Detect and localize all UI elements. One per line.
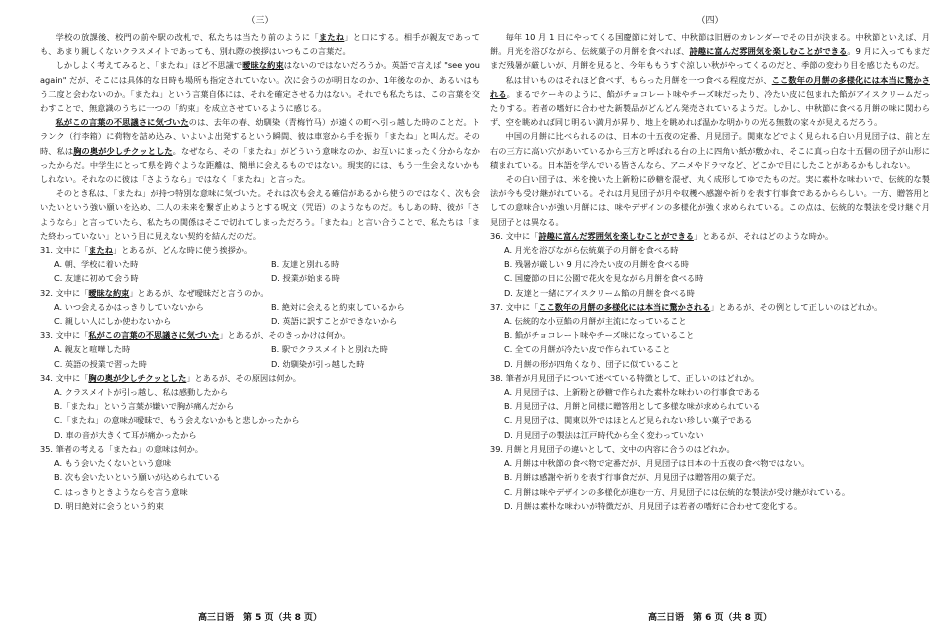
option-34d: D. 車の音が大きくて耳が痛かったから [54, 429, 197, 440]
option-31c: C. 友達に初めて会う時 [54, 273, 139, 284]
option-32b: B. 絶対に会えると約束しているから [271, 301, 405, 312]
option-33c: C. 英語の授業で習った時 [54, 358, 147, 369]
page-6 [490, 0, 930, 631]
question-33-options [40, 342, 480, 370]
passage-3-paragraph-2: しかしよく考えてみると、「またね」ほど不思議で曖昧な約束はないのではないだろうか。英語で言えば "see you again" だが、そこには具体的な日時も場所も指定されていない。次に会うのが明日なのか、1年後なのか、あるいはもう二度と会わないのか。「またね」という言葉自体には、それを確定させる力はない。それでも私たちは、この言葉を交わすことで、無意識のうちに一つの「約束」を成立させているように感じる。 [40, 60, 480, 114]
option-35c: C. はっきりときようならを言う意味 [54, 486, 188, 497]
option-38b: B. 月見団子は、月餅と同様に贈答用として多様な味が求められている [504, 401, 761, 412]
option-31a: A. 朝、学校に着いた時 [54, 259, 139, 270]
question-35-options [40, 456, 480, 513]
question-37-options [490, 314, 930, 371]
option-37c: C. 全ての月餅が冷たい皮で作られていること [504, 344, 671, 355]
passage-3-paragraph-3: 私がこの言葉の不思議さに気づいたのは、去年の春、幼馴染（青梅竹马）が遠くの町へ引っ越した時のことだ。トランク（行李箱）に荷物を詰め込み、いよいよ出発するという瞬間、彼は車窓から手を振り「またね」と叫んだ。その時、私は胸の奥が少しチクッとした。なぜなら、その「またね」がどういう意味なのか、お互いにまったく分からなかったからだ。中学生にとって県を跨ぐような距離は、簡単に会えるものではない。現実的には、もう一生会えないかもしれない。それなのに彼は「さようなら」ではなく「またね」と言った。 [40, 117, 480, 185]
option-36b: B. 残暑が厳しい 9 月に冷たい皮の月餅を食べる時 [504, 259, 689, 270]
option-39d: D. 月餅は素朴な味わいが特徴だが、月見団子は若者の嗜好に合わせて変化する。 [504, 500, 803, 511]
question-36-options [490, 243, 930, 300]
option-36c: C. 国慶節の日に公園で花火を見ながら月餅を食べる時 [504, 273, 704, 284]
option-35d: D. 明日絶対に会うという約束 [54, 500, 164, 511]
option-36d: D. 友達と一緒にアイスクリーム餡の月餅を食べる時 [504, 287, 695, 298]
passage-4-paragraph-4: その白い団子は、米を挽いた上新粉に砂糖を混ぜ、丸く成形してゆでたものだ。実に素朴な味わいで、伝統的な製法が今も受け継がれている。それは月見団子が月や収穫へ感謝や祈りを表す行事食であるかららしい。一方、贈答用としての意味合いが強い月餅には、味やデザインの多様化が強く求められている。この点は、伝統的な製法を受け継ぐ月見団子とは異なる。 [490, 174, 930, 227]
question-37: 37. 文中に「ここ数年の月餅の多様化には本当に驚かされる」とあるが、その例として正しいのはどれか。 [490, 301, 883, 312]
question-38: 38. 筆者が月見団子について述べている特徴として、正しいのはどれか。 [490, 372, 760, 383]
option-38d: D. 月見団子の製法は江戸時代から全く変わっていない [504, 429, 704, 440]
section-title-4: （四） [696, 16, 724, 26]
option-34a: A. クラスメイトが引っ越し、私は感動したから [54, 387, 229, 398]
option-39c: C. 月餅は味やデザインの多様化が進む一方、月見団子には伝統的な製法が受け継がれている。 [504, 486, 851, 497]
option-37b: B. 餡がチョコレート味やチーズ味になっていること [504, 330, 695, 341]
question-34: 34. 文中に「胸の奥が少しチクッとした」とあるが、その原因は何か。 [40, 372, 301, 383]
page-5 [40, 0, 480, 631]
option-35b: B. 次も会いたいという願いが込められている [54, 472, 221, 483]
option-32d: D. 英語に訳すことができないから [271, 316, 398, 327]
question-31: 31. 文中に「またね」とあるが、どんな時に使う挨拶か。 [40, 245, 253, 256]
option-38a: A. 月見団子は、上新粉と砂糖で作られた素朴な味わいの行事食である [504, 387, 761, 398]
option-34b: B.「またね」という言葉が嫌いで胸が痛んだから [54, 401, 235, 412]
passage-4-paragraph-3: 中国の月餅に比べられるのは、日本の十五夜の定番、月見団子。関東などでよく見られる白い月見団子は、前と左右の三方に高い穴があいているから三方と呼ばれる台の上に四角い紙が敷かれ、そこに真っ白な十五個の団子が山形に積まれている。日本語を学んでいる皆さんなら、アニメやドラマなど、どこかで目にしたことがあるかもしれない。 [490, 131, 930, 170]
section-title-3: （三） [246, 16, 274, 26]
question-32: 32. 文中に「曖昧な約束」とあるが、なぜ曖昧だと言うのか。 [40, 287, 269, 298]
question-39-options [490, 456, 930, 513]
option-32c: C. 親しい人にしか使わないから [54, 316, 172, 327]
option-34c: C.「またね」の意味が曖昧で、もう会えないかもと悲しかったから [54, 415, 300, 426]
option-36a: A. 月光を浴びながら伝統菓子の月餅を食べる時 [504, 245, 679, 256]
question-39: 39. 月餅と月見団子の違いとして、文中の内容に合うのはどれか。 [490, 443, 735, 454]
option-39a: A. 月餅は中秋節の食べ物で定番だが、月見団子は日本の十五夜の食べ物ではない。 [504, 458, 810, 469]
question-31-options [40, 257, 480, 285]
option-31b: B. 友達と別れる時 [271, 259, 340, 270]
option-33b: B. 駅でクラスメイトと別れた時 [271, 344, 388, 355]
question-33: 33. 文中に「私がこの言葉の不思議さに気づいた」とあるが、そのきっかけは何か。 [40, 330, 351, 341]
option-35a: A. もう会いたくないという意味 [54, 458, 172, 469]
question-34-options [40, 385, 480, 442]
option-32a: A. いつ会えるかはっきりしていないから [54, 301, 204, 312]
question-36: 36. 文中に「詩趣に富んだ雰囲気を楽しむことができる」とあるが、それはどのような時か。 [490, 230, 834, 241]
passage-4-paragraph-2: 私は甘いものはそれほど食べず、もらった月餅を一つ食べる程度だが、ここ数年の月餅の多様化には本当に驚かされる。まるでケーキのように、餡がチョコレート味やチーズ味だったり、冷たい皮に包まれた餡がアイスクリームだったりする。若者の嗜好に合わせた新製品がどんどん発売されているようだ。しかし、中秋節に食べる月餅の味に関わらず、空を眺めれば同じ明るい満月が昇り、地上を眺めれば温かな明かりの光る無数の家々が見えるだろう。 [490, 74, 930, 128]
option-37d: D. 月餅の形が四角くなり、団子に似ていること [504, 358, 680, 369]
option-39b: B. 月餅は感謝や祈りを表す行事食だが、月見団子は贈答用の菓子だ。 [504, 472, 761, 483]
page-footer-5: 高三日语 第 5 页（共 8 页） [197, 612, 323, 623]
option-33a: A. 親友と喧嘩した時 [54, 344, 131, 355]
question-35: 35. 筆者の考える「またね」の意味は何か。 [40, 443, 203, 454]
passage-4-paragraph-1: 毎年 10 月 1 日にやってくる国慶節に対して、中秋節は旧暦のカレンダーでその日が決まる。中秋節といえば、月餅。月光を浴びながら、伝統菓子の月餅を食べれば、詩趣に富んだ雰囲気を楽しむことができる。9 月に入ってもまだまだ残暑が厳しいが、月餅を見ると、今年ももうすぐ涼しい秋がやってくるのだと、季節の変わり目を感じたものだ。 [490, 32, 930, 71]
option-31d: D. 授業が始まる時 [271, 273, 340, 284]
option-33d: D. 幼馴染が引っ越した時 [271, 358, 365, 369]
passage-3-paragraph-4: そのとき私は、「またね」が持つ特別な意味に気づいた。それは次も会える確信があるから使うのではなく、次も会いたいという強い願いを込め、二人の未来を繋ぎ止めようとする呪文（咒语）のようなものだ。もしあの時、彼が「さようなら」と言っていたら、私たちの関係はそこで切れてしまっただろう。「またね」と言い合うことで、私たちは「また終わっていない」という目に見えない契約を結んだのだ。 [40, 188, 480, 241]
passage-3-paragraph-1: 学校の放課後、校門の前や駅の改札で、私たちは当たり前のように「またね」と口にする。相手が親友であっても、あまり親しくないクラスメイトであっても、別れ際の挨拶はいつもこの言葉だ。 [40, 32, 480, 57]
page-footer-6: 高三日语 第 6 页（共 8 页） [647, 612, 773, 623]
question-38-options [490, 385, 930, 442]
option-38c: C. 月見団子は、関東以外ではほとんど見られない珍しい菓子である [504, 415, 753, 426]
question-32-options [40, 300, 480, 328]
option-37a: A. 伝統的な小豆餡の月餅が主流になっていること [504, 316, 687, 327]
